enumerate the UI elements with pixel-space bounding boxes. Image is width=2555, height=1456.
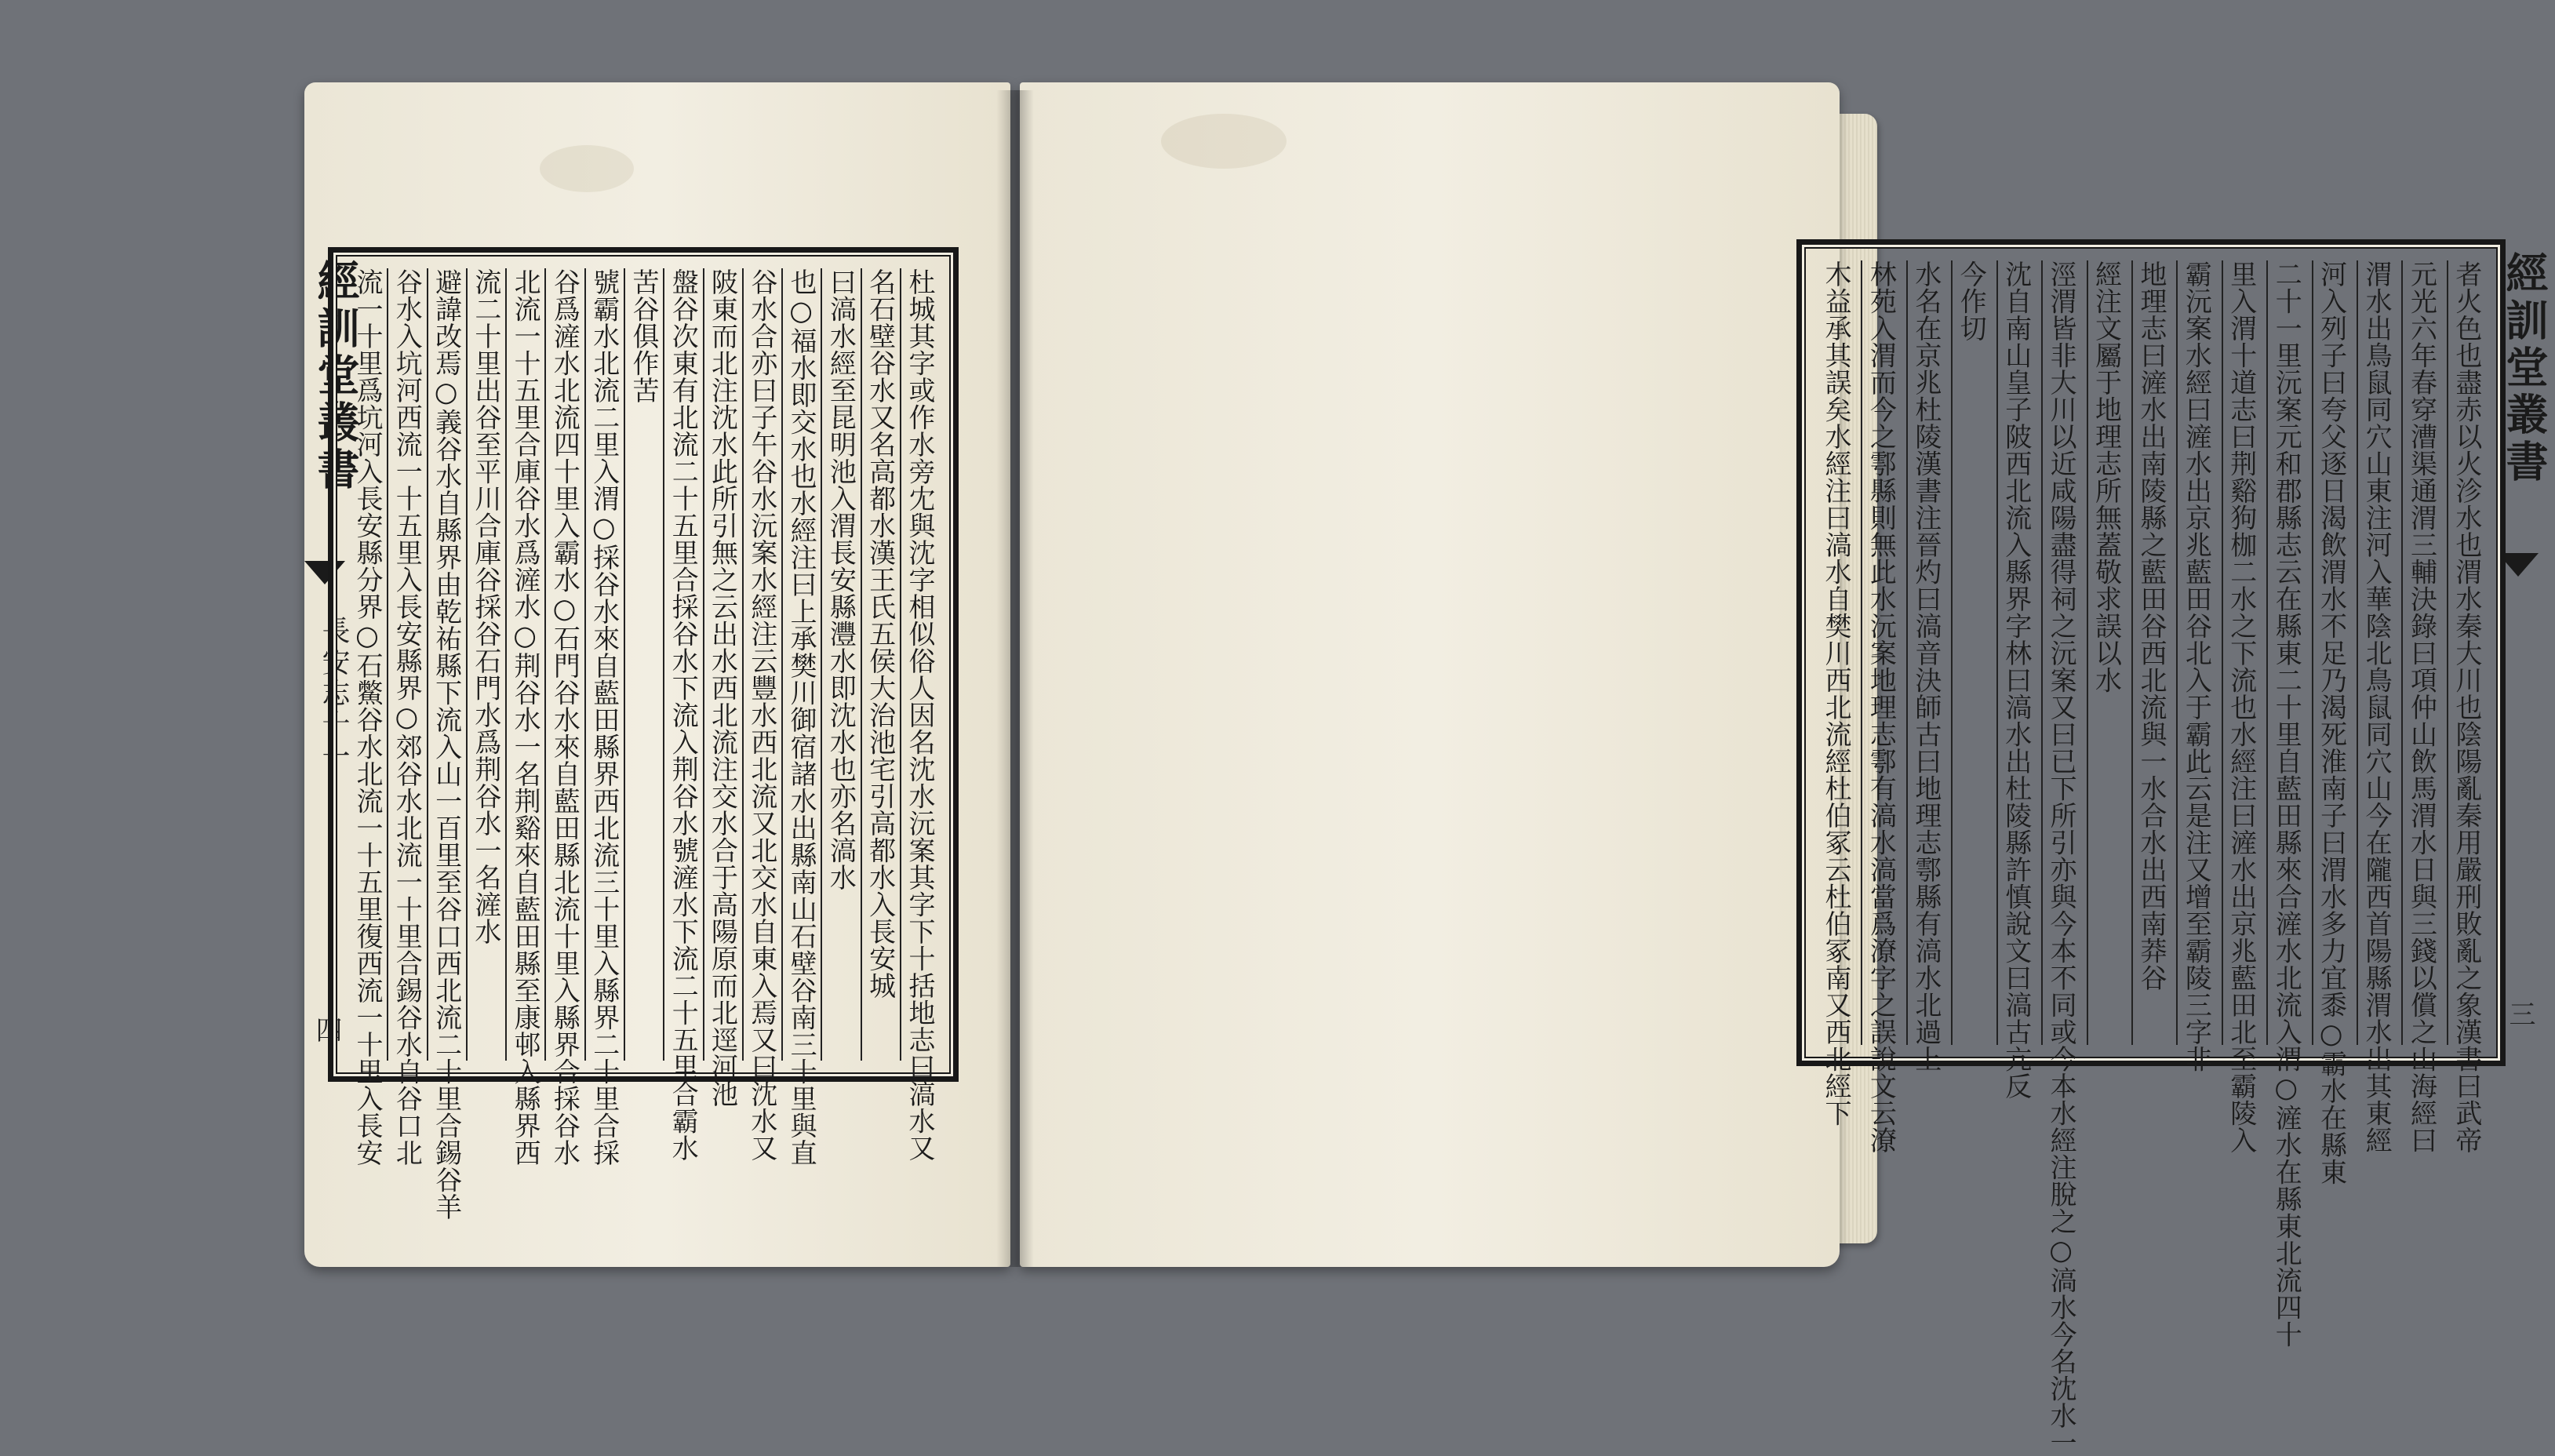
left-text-frame (328, 247, 959, 1221)
text-column: 涇渭皆非大川以近咸陽盡得祠之沅案又曰已下所引亦與今本不同或今本水經注脫之○滈水今名沈水一 (2041, 260, 2079, 1045)
text-column: 也○福水即交水也水經注曰上承樊川御宿諸水出縣南山石壁谷南三十里與直 (781, 268, 819, 1061)
text-column: 地理志曰滻水出南陵縣之藍田谷西北流與一水合水出西南莽谷 (2131, 260, 2169, 1045)
text-column: 林苑入渭而今之鄠縣則無此水沅案地理志鄠有滈水滈當爲潦字之誤說文云潦 (1861, 260, 1898, 1045)
text-column: 木益承其誤矣水經注曰滈水自樊川西北流經杜伯冢云杜伯冢南又西北經下 (1820, 260, 1851, 1127)
text-column: 曰滈水經至昆明池入渭長安縣灃水即沈水也亦名滈水 (821, 268, 858, 1061)
text-column: 流一十里爲坑河入長安縣分界○石鱉谷水北流一十五里復西流一十里入長安 (351, 268, 383, 1167)
text-column: 谷水合亦曰子午谷水沅案水經注云豐水西北流又北交水自東入焉又曰沈水又 (742, 268, 780, 1061)
text-column: 流二十里出谷至平川合庫谷採谷石門水爲荆谷水一名滻水 (466, 268, 504, 1061)
text-column: 元光六年春穿漕渠通渭三輔決錄曰項仲山飲馬渭水日與三錢以償之山海經曰 (2401, 260, 2439, 1045)
text-column: 北流一十五里合庫谷水爲滻水○荆谷水一名荆谿來自藍田縣至康邨入縣界西 (505, 268, 543, 1061)
text-column: 谷水入坑河西流一十五里入長安縣界○郊谷水北流一十里合錫谷水自谷口北 (387, 268, 424, 1061)
text-column: 苦谷俱作苦 (624, 268, 661, 1061)
left-columns (349, 268, 937, 1221)
text-column: 名石壁谷水又名高都水漢王氏五侯大治池宅引高都水入長安城 (861, 268, 898, 1061)
text-column: 谷爲滻水北流四十里入霸水○石門谷水來自藍田縣北流十里入縣界合採谷水 (544, 268, 582, 1061)
left-folio: 四 (311, 1016, 342, 1043)
text-column: 里入渭十道志曰荆谿狗枷二水之下流也水經注曰滻水出京兆藍田北至霸陵入 (2222, 260, 2259, 1045)
right-text-frame (1796, 239, 2506, 1456)
text-column: 經注文屬于地理志所無蓋敬求誤以水 (2087, 260, 2124, 1045)
right-page (1020, 82, 2550, 1456)
left-margin-section: 長安志十一 (318, 616, 350, 773)
right-folio: 三 (2504, 1000, 2535, 1027)
book-spread (304, 82, 2550, 1456)
left-page (304, 82, 1010, 1267)
paper-stain (540, 145, 634, 192)
text-column: 沈自南山皇子陂西北流入縣界字林曰滈水出杜陵縣許慎說文曰滈古亢反 (1996, 260, 2034, 1045)
left-margin-title: 經訓堂叢書 (311, 259, 361, 494)
text-column: 盤谷次東有北流二十五里合採谷水下流入荆谷水號滻水下流二十五里合霸水 (663, 268, 701, 1061)
text-column: 號霸水北流二里入渭○採谷水來自藍田縣界西北流三十里入縣界二十里合採 (584, 268, 622, 1061)
text-column: 陂東而北注沈水此所引無之云出水西北流注交水合于高陽原而北逕河池 (703, 268, 741, 1061)
right-margin-title: 經訓堂叢書 (2499, 251, 2550, 486)
right-columns (1818, 260, 2484, 1456)
paper-stain (1161, 114, 1287, 169)
text-column: 渭水出鳥鼠同穴山東注河入華陰北鳥鼠同穴山今在隴西首陽縣渭水出其東經 (2357, 260, 2394, 1045)
text-column: 今作切 (1951, 260, 1989, 1045)
text-column: 霸沅案水經曰滻水出京兆藍田谷北入于霸此云是注又增至霸陵三字非 (2176, 260, 2214, 1045)
text-column: 水名在京兆杜陵漢書注晉灼曰滈音決師古曰地理志鄠縣有滈水北過上 (1906, 260, 1944, 1045)
text-column: 河入列子曰夸父逐日渴飲渭水不足乃渴死淮南子曰渭水多力宜黍○霸水在縣東 (2312, 260, 2349, 1045)
text-column: 杜城其字或作水旁冘與沈字相似俗人因名沈水沅案其字下十括地志曰滈水又 (900, 268, 937, 1061)
text-column: 者火色也盡赤以火沴水也渭水秦大川也陰陽亂秦用嚴刑敗亂之象漢書曰武帝 (2447, 260, 2484, 1045)
text-column: 二十一里沅案元和郡縣志云在縣東二十里自藍田縣來合滻水北流入渭○滻水在縣東北流四十 (2266, 260, 2304, 1045)
text-column: 避諱改焉○義谷水自縣界由乾祐縣下流入山一百里至谷口西北流二十里合錫谷羊 (427, 268, 464, 1061)
